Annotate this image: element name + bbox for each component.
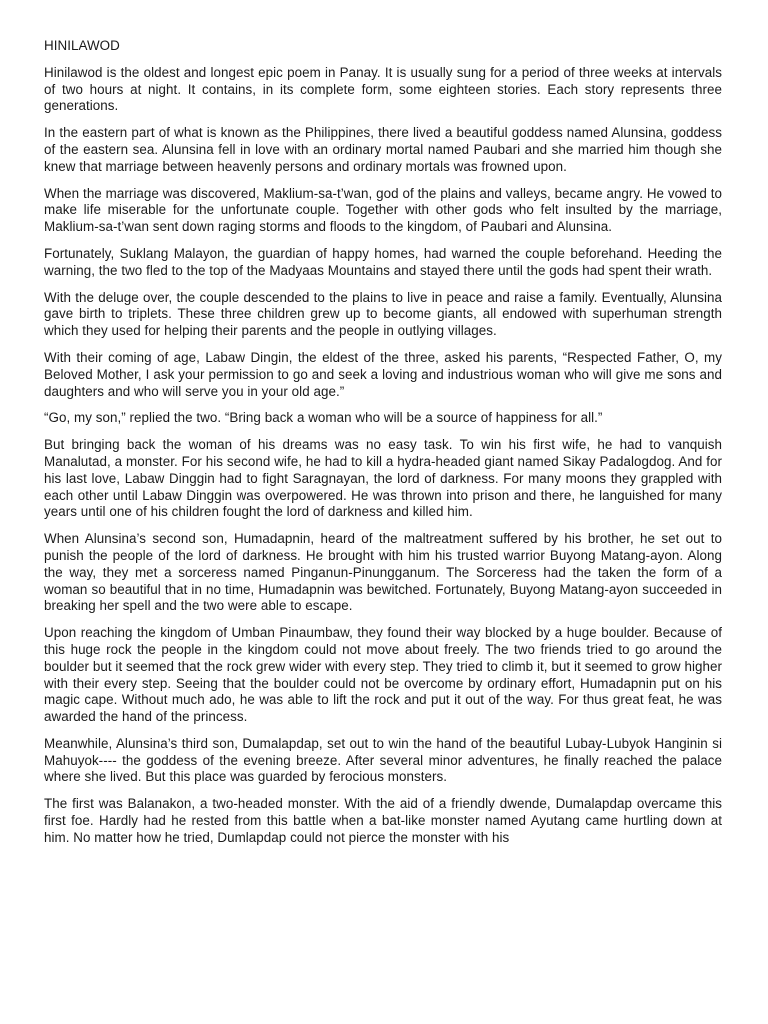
paragraph-intro: Hinilawod is the oldest and longest epic poem in Panay. It is usually sung for a period of three weeks at intervals of two hours at night. It contains, in its complete form, some eighteen stories. Each story represents three generations. — [44, 64, 722, 114]
paragraph-labaw-dingin-request: With their coming of age, Labaw Dingin, the eldest of the three, asked his parents, “Respected Father, O, my Beloved Mother, I ask your permission to go and seek a loving and industrious woman who will give me sons and daughters and who will serve you in your old age.” — [44, 349, 722, 399]
paragraph-triplets: With the deluge over, the couple descended to the plains to live in peace and raise a family. Eventually, Alunsina gave birth to triplets. These three children grew up to become giants, all endowed with superhuman strength which they used for helping their parents and the people in outlying villages. — [44, 289, 722, 339]
paragraph-marriage-discovered: When the marriage was discovered, Maklium-sa-t’wan, god of the plains and valleys, became angry. He vowed to make life miserable for the unfortunate couple. Together with other gods who felt insulted by the marriage, Maklium-sa-t’wan sent down raging storms and floods to the kingdom, of Paubari and Alunsina. — [44, 185, 722, 235]
paragraph-labaw-dingin-wives: But bringing back the woman of his dreams was no easy task. To win his first wife, he had to vanquish Manalutad, a monster. For his second wife, he had to kill a hydra-headed giant named Sikay Padalogdog. And for his last love, Labaw Dinggin had to fight Saragnayan, the lord of darkness. For many moons they grappled with each other until Labaw Dinggin was overpowered. He was thrown into prison and there, he languished for many years until one of his children fought the lord of darkness and killed him. — [44, 437, 722, 520]
paragraph-suklang-malayon: Fortunately, Suklang Malayon, the guardian of happy homes, had warned the couple beforehand. Heeding the warning, the two fled to the top of the Madyaas Mountains and stayed there until the gods had spent their wrath. — [44, 245, 722, 278]
paragraph-balanakon: The first was Balanakon, a two-headed monster. With the aid of a friendly dwende, Dumalapdap overcame this first foe. Hardly had he rested from this battle when a bat-like monster named Ayutang came hurtling down at him. No matter how he tried, Dumlapdap could not pierce the monster with his — [44, 796, 722, 845]
document-page — [44, 38, 722, 847]
document-title: HINILAWOD — [44, 38, 120, 53]
paragraph-dumalapdap: Meanwhile, Alunsina’s third son, Dumalapdap, set out to win the hand of the beautiful Lubay-Lubyok Hanginin si Mahuyok---- the goddess of the evening breeze. After several minor adventures, he finally reached the palace where she lived. But this place was guarded by ferocious monsters. — [44, 735, 722, 785]
paragraph-humadapnin: When Alunsina’s second son, Humadapnin, heard of the maltreatment suffered by his brother, he set out to punish the people of the lord of darkness. He brought with him his trusted warrior Buyong Matang-ayon. Along the way, they met a sorceress named Pinganun-Pinungganum. The Sorceress had the taken the form of a woman so beautiful that in no time, Humadapnin was bewitched. Fortunately, Buyong Matang-ayon succeeded in breaking her spell and the two were able to escape. — [44, 531, 722, 614]
paragraph-boulder: Upon reaching the kingdom of Umban Pinaumbaw, they found their way blocked by a huge boulder. Because of this huge rock the people in the kingdom could not move about freely. The two friends tried to go around the boulder but it seemed that the rock grew wider with every step. They tried to climb it, but it seemed to grow higher with their every step. Seeing that the boulder could not be overcome by ordinary effort, Humadapnin put on his magic cape. Without much ado, he was able to lift the rock and put it out of the way. For thus great feat, he was awarded the hand of the princess. — [44, 625, 722, 725]
paragraph-parents-reply: “Go, my son,” replied the two. “Bring back a woman who will be a source of happiness for all.” — [44, 410, 603, 426]
paragraph-alunsina: In the eastern part of what is known as the Philippines, there lived a beautiful goddess named Alunsina, goddess of the eastern sea. Alunsina fell in love with an ordinary mortal named Paubari and she married him though she knew that marriage between heavenly persons and ordinary mortals was frowned upon. — [44, 125, 722, 174]
